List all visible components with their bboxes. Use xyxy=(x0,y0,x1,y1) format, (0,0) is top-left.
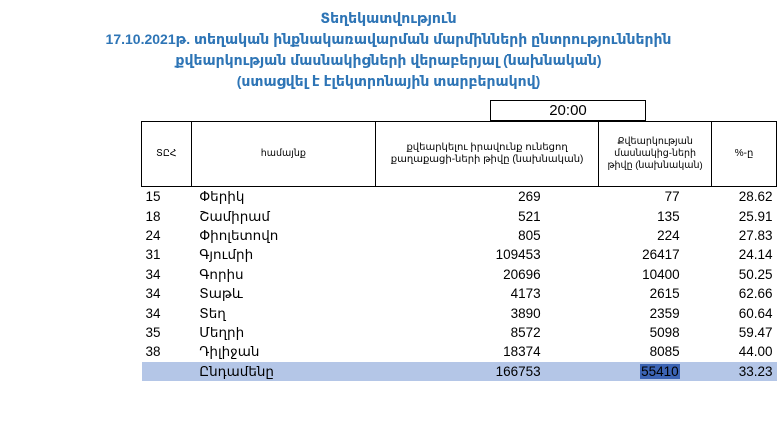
total-cell-voters: 166753 xyxy=(376,362,599,381)
cell-participants: 2359 xyxy=(649,305,680,321)
cell-voters: 109453 xyxy=(495,247,541,263)
cell-name: Տեղ xyxy=(199,305,226,321)
table-row xyxy=(142,265,777,284)
cell-pct: 60.64 xyxy=(738,305,773,321)
cell-name: Փերիկ xyxy=(199,189,245,205)
table-row xyxy=(142,303,777,322)
total-cell-name: Ընդամենը xyxy=(191,362,375,381)
cell-pct: 27.83 xyxy=(738,227,773,243)
cell-num: 34 xyxy=(145,286,161,302)
cell-name: Մեղրի xyxy=(199,324,245,340)
cell-voters: 18374 xyxy=(503,344,541,360)
title-line-2: 17.10.2021թ. տեղական ինքնակառավարման մարմինների ընտրություններին xyxy=(105,31,672,47)
cell-name: Տաթև xyxy=(199,286,243,302)
title-line-4: (ստացվել է էլեկտրոնային տարբերակով) xyxy=(236,73,541,89)
turnout-table xyxy=(141,121,777,381)
cell-num: 35 xyxy=(145,324,161,340)
cell-voters: 3890 xyxy=(510,305,541,321)
cell-participants: 224 xyxy=(657,227,680,243)
cell-num: 15 xyxy=(145,189,161,205)
cell-participants: 77 xyxy=(664,189,680,205)
cell-voters: 805 xyxy=(518,227,541,243)
table-row xyxy=(142,226,777,245)
table-row xyxy=(142,342,777,361)
table-row xyxy=(142,323,777,342)
cell-name: Գորիս xyxy=(199,266,244,282)
table-row xyxy=(142,206,777,225)
cell-pct: 50.25 xyxy=(738,266,773,282)
header-pct: %-ը xyxy=(712,122,777,187)
header-num: ՏԸՀ xyxy=(142,122,192,187)
cell-num: 34 xyxy=(145,305,161,321)
cell-voters: 4173 xyxy=(510,286,541,302)
header-name: համայնք xyxy=(191,122,375,187)
cell-participants: 8085 xyxy=(649,344,680,360)
cell-pct: 24.14 xyxy=(738,247,773,263)
cell-num: 34 xyxy=(145,266,161,282)
total-cell-num xyxy=(142,362,192,381)
title-line-1: Տեղեկատվություն xyxy=(320,10,457,26)
report-title xyxy=(0,8,777,92)
table-row xyxy=(142,187,777,207)
total-cell-participants xyxy=(599,362,712,381)
cell-participants: 26417 xyxy=(642,247,680,263)
cell-num: 38 xyxy=(145,344,161,360)
cell-voters: 521 xyxy=(518,208,541,224)
cell-pct: 28.62 xyxy=(738,189,773,205)
title-line-3: քվեարկության մասնակիցների վերաբերյալ (նախնական) xyxy=(175,52,602,68)
header-participants: Քվեարկության մասնակից-ների թիվը (նախնական) xyxy=(599,122,712,187)
time-label: 20:00 xyxy=(490,100,646,121)
cell-voters: 8572 xyxy=(510,324,541,340)
cell-voters: 269 xyxy=(518,189,541,205)
cell-pct: 25.91 xyxy=(738,208,773,224)
cell-name: Փիոլետովո xyxy=(199,227,279,243)
cell-name: Գյումրի xyxy=(199,247,254,263)
cell-num: 31 xyxy=(145,247,161,263)
header-voters: քվեարկելու իրավունք ունեցող քաղաքացի-ների թիվը (նախնական) xyxy=(376,122,599,187)
cell-num: 24 xyxy=(145,227,161,243)
cell-pct: 62.66 xyxy=(738,286,773,302)
cell-num: 18 xyxy=(145,208,161,224)
selected-text-highlight[interactable]: 55410 xyxy=(641,363,679,379)
cell-participants: 10400 xyxy=(642,266,680,282)
cell-voters: 20696 xyxy=(503,266,541,282)
total-cell-pct: 33.23 xyxy=(712,362,777,381)
cell-pct: 59.47 xyxy=(738,324,773,340)
cell-participants: 5098 xyxy=(649,324,680,340)
cell-participants: 2615 xyxy=(649,286,680,302)
cell-name: Շամիրամ xyxy=(199,208,270,224)
cell-participants: 135 xyxy=(657,208,680,224)
total-row xyxy=(142,362,777,381)
table-header-row xyxy=(142,122,777,187)
cell-name: Դիլիջան xyxy=(199,344,260,360)
cell-pct: 44.00 xyxy=(738,344,773,360)
table-row xyxy=(142,284,777,303)
table-row xyxy=(142,245,777,264)
